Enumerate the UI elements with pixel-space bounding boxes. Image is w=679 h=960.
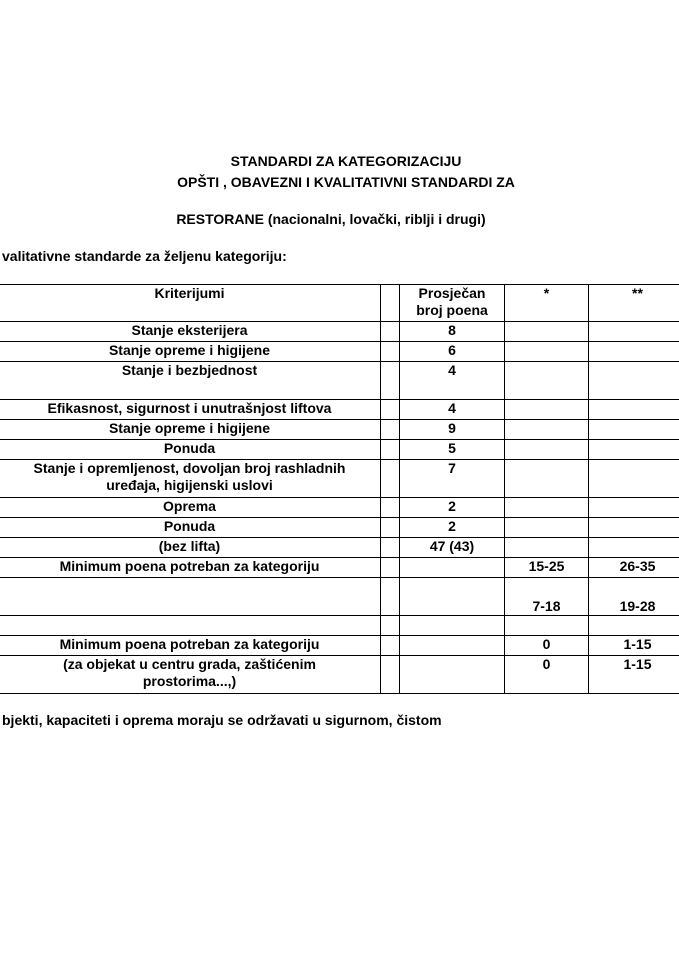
gap-cell bbox=[381, 420, 400, 440]
points-cell: 4 bbox=[400, 362, 505, 400]
criteria-cell: Efikasnost, sigurnost i unutrašnjost liftova bbox=[0, 400, 381, 420]
points-cell: 6 bbox=[400, 342, 505, 362]
table-header-row bbox=[0, 285, 679, 322]
category-1-cell: 7-18 bbox=[505, 578, 589, 616]
criteria-cell: Minimum poena potreban za kategoriju bbox=[0, 558, 381, 578]
table-row bbox=[0, 322, 679, 342]
category-1-cell bbox=[505, 518, 589, 538]
table-row bbox=[0, 342, 679, 362]
criteria-line1: Stanje i opremljenost, dovoljan broj rashladnih bbox=[33, 460, 346, 476]
category-2-cell bbox=[589, 400, 679, 420]
points-cell: 4 bbox=[400, 400, 505, 420]
category-1-cell bbox=[505, 362, 589, 400]
category-1-cell bbox=[505, 460, 589, 498]
points-cell bbox=[400, 558, 505, 578]
category-2-cell bbox=[589, 362, 679, 400]
category-2-cell: 1-15 bbox=[589, 636, 679, 656]
criteria-cell: Minimum poena potreban za kategoriju bbox=[0, 636, 381, 656]
header-category-1: * bbox=[505, 285, 589, 322]
points-cell: 2 bbox=[400, 518, 505, 538]
table-row bbox=[0, 400, 679, 420]
category-2-cell bbox=[589, 460, 679, 498]
gap-cell bbox=[381, 440, 400, 460]
gap-cell bbox=[381, 558, 400, 578]
points-cell bbox=[400, 616, 505, 636]
category-1-cell bbox=[505, 538, 589, 558]
category-2-cell bbox=[589, 616, 679, 636]
points-cell: 2 bbox=[400, 498, 505, 518]
criteria-cell: Stanje opreme i higijene bbox=[0, 420, 381, 440]
category-2-cell: 19-28 bbox=[589, 578, 679, 616]
category-2-cell bbox=[589, 498, 679, 518]
gap-cell bbox=[381, 538, 400, 558]
table-row bbox=[0, 578, 679, 616]
header-criteria: Kriterijumi bbox=[0, 285, 381, 322]
table-row bbox=[0, 558, 679, 578]
category-2-cell bbox=[589, 342, 679, 362]
criteria-cell bbox=[0, 616, 381, 636]
gap-cell bbox=[381, 322, 400, 342]
gap-cell bbox=[381, 616, 400, 636]
category-1-cell: 15-25 bbox=[505, 558, 589, 578]
table-row bbox=[0, 616, 679, 636]
category-2-cell: 26-35 bbox=[589, 558, 679, 578]
criteria-cell bbox=[0, 656, 381, 694]
intro-text: valitativne standarde za željenu kategoriju: bbox=[2, 248, 287, 264]
category-1-cell: 0 bbox=[505, 636, 589, 656]
table-row bbox=[0, 518, 679, 538]
criteria-cell: Ponuda bbox=[0, 518, 381, 538]
document-subtitle: OPŠTI , OBAVEZNI I KVALITATIVNI STANDARDI ZA bbox=[177, 174, 515, 190]
criteria-cell: Stanje opreme i higijene bbox=[0, 342, 381, 362]
category-2-cell bbox=[589, 538, 679, 558]
points-cell: 8 bbox=[400, 322, 505, 342]
category-1-cell bbox=[505, 498, 589, 518]
gap-cell bbox=[381, 578, 400, 616]
criteria-cell: (bez lifta) bbox=[0, 538, 381, 558]
category-1-cell: 0 bbox=[505, 656, 589, 694]
gap-cell bbox=[381, 636, 400, 656]
table-row bbox=[0, 440, 679, 460]
table-row bbox=[0, 420, 679, 440]
category-1-cell bbox=[505, 322, 589, 342]
table-row bbox=[0, 460, 679, 498]
gap-cell bbox=[381, 400, 400, 420]
criteria-cell: Oprema bbox=[0, 498, 381, 518]
category-2-cell: 1-15 bbox=[589, 656, 679, 694]
points-cell bbox=[400, 656, 505, 694]
table-row bbox=[0, 656, 679, 694]
points-cell: 5 bbox=[400, 440, 505, 460]
criteria-line2: uređaja, higijenski uslovi bbox=[106, 477, 273, 493]
document-title: STANDARDI ZA KATEGORIZACIJU bbox=[230, 153, 462, 169]
footer-text: bjekti, kapaciteti i oprema moraju se održavati u sigurnom, čistom bbox=[2, 712, 442, 728]
points-cell bbox=[400, 578, 505, 616]
table-row bbox=[0, 362, 679, 400]
category-2-cell bbox=[589, 440, 679, 460]
table-row bbox=[0, 538, 679, 558]
header-points-line1: Prosječan bbox=[418, 285, 486, 301]
criteria-cell: Stanje eksterijera bbox=[0, 322, 381, 342]
criteria-cell: Stanje i bezbjednost bbox=[0, 362, 381, 400]
criteria-table bbox=[0, 284, 679, 694]
header-points-line2: broj poena bbox=[416, 302, 488, 318]
criteria-cell bbox=[0, 578, 381, 616]
gap-cell bbox=[381, 342, 400, 362]
gap-cell bbox=[381, 656, 400, 694]
gap-cell bbox=[381, 460, 400, 498]
criteria-line2: prostorima...,) bbox=[142, 673, 237, 689]
gap-cell bbox=[381, 518, 400, 538]
category-1-cell bbox=[505, 342, 589, 362]
criteria-cell bbox=[0, 460, 381, 498]
header-points bbox=[400, 285, 505, 322]
header-category-2: ** bbox=[589, 285, 679, 322]
gap-cell bbox=[381, 362, 400, 400]
category-1-cell bbox=[505, 440, 589, 460]
category-1-cell bbox=[505, 400, 589, 420]
points-cell: 9 bbox=[400, 420, 505, 440]
category-2-cell bbox=[589, 518, 679, 538]
category-2-cell bbox=[589, 322, 679, 342]
table-row bbox=[0, 498, 679, 518]
points-cell: 7 bbox=[400, 460, 505, 498]
category-2-cell bbox=[589, 420, 679, 440]
criteria-cell: Ponuda bbox=[0, 440, 381, 460]
category-1-cell bbox=[505, 616, 589, 636]
document-section-heading: RESTORANE (nacionalni, lovački, riblji i drugi) bbox=[176, 211, 486, 227]
gap-cell bbox=[381, 498, 400, 518]
points-cell bbox=[400, 636, 505, 656]
table-row bbox=[0, 636, 679, 656]
criteria-line1: (za objekat u centru grada, zaštićenim bbox=[63, 656, 316, 672]
category-1-cell bbox=[505, 420, 589, 440]
header-gap bbox=[381, 285, 400, 322]
points-cell: 47 (43) bbox=[400, 538, 505, 558]
